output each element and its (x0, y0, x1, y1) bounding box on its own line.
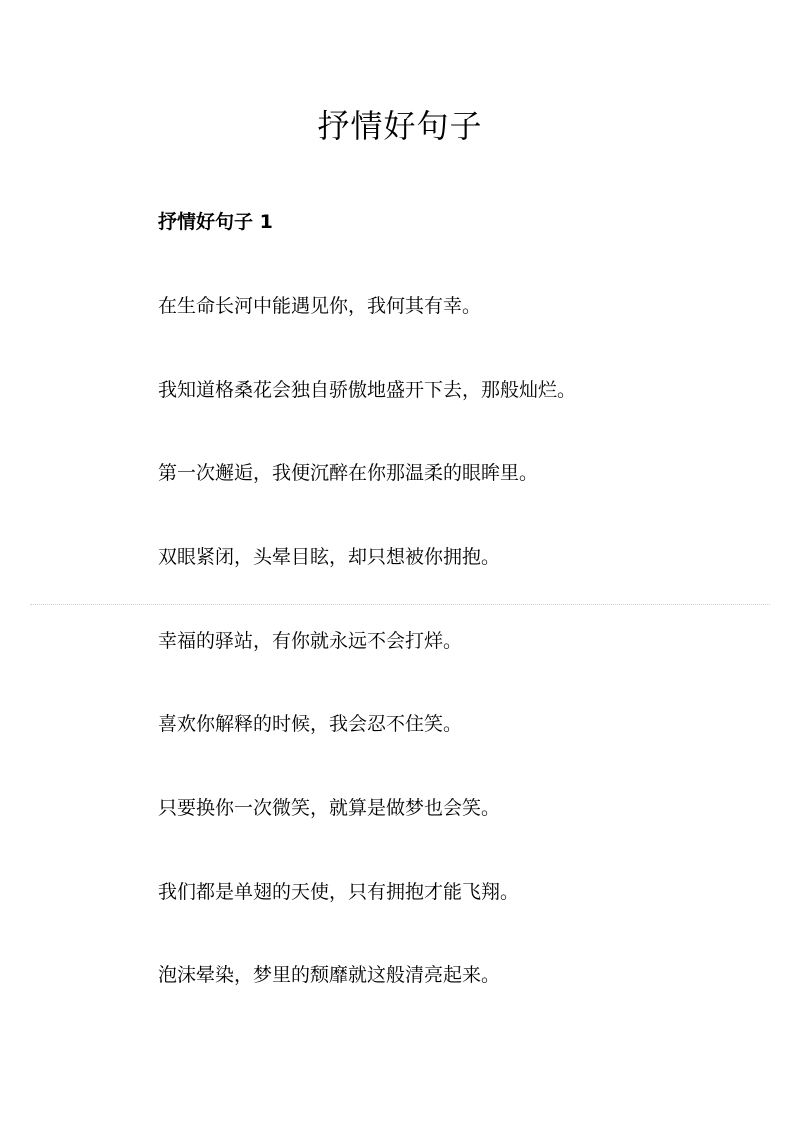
sentence-2: 我知道格桑花会独自骄傲地盛开下去，那般灿烂。 (158, 379, 577, 401)
sentence-1: 在生命长河中能遇见你，我何其有幸。 (158, 295, 482, 317)
section-heading: 抒情好句子 1 (158, 211, 273, 233)
page-break-divider (30, 604, 770, 605)
sentence-4: 双眼紧闭，头晕目眩，却只想被你拥抱。 (158, 546, 501, 568)
sentence-3: 第一次邂逅，我便沉醉在你那温柔的眼眸里。 (158, 462, 539, 484)
sentence-8: 我们都是单翅的天使，只有拥抱才能飞翔。 (158, 881, 520, 903)
page-title: 抒情好句子 (317, 107, 483, 145)
sentence-5: 幸福的驿站，有你就永远不会打烊。 (158, 630, 463, 652)
sentence-7: 只要换你一次微笑，就算是做梦也会笑。 (158, 797, 501, 819)
sentence-6: 喜欢你解释的时候，我会忍不住笑。 (158, 713, 463, 735)
sentence-9: 泡沫晕染，梦里的颓靡就这般清亮起来。 (158, 964, 501, 986)
